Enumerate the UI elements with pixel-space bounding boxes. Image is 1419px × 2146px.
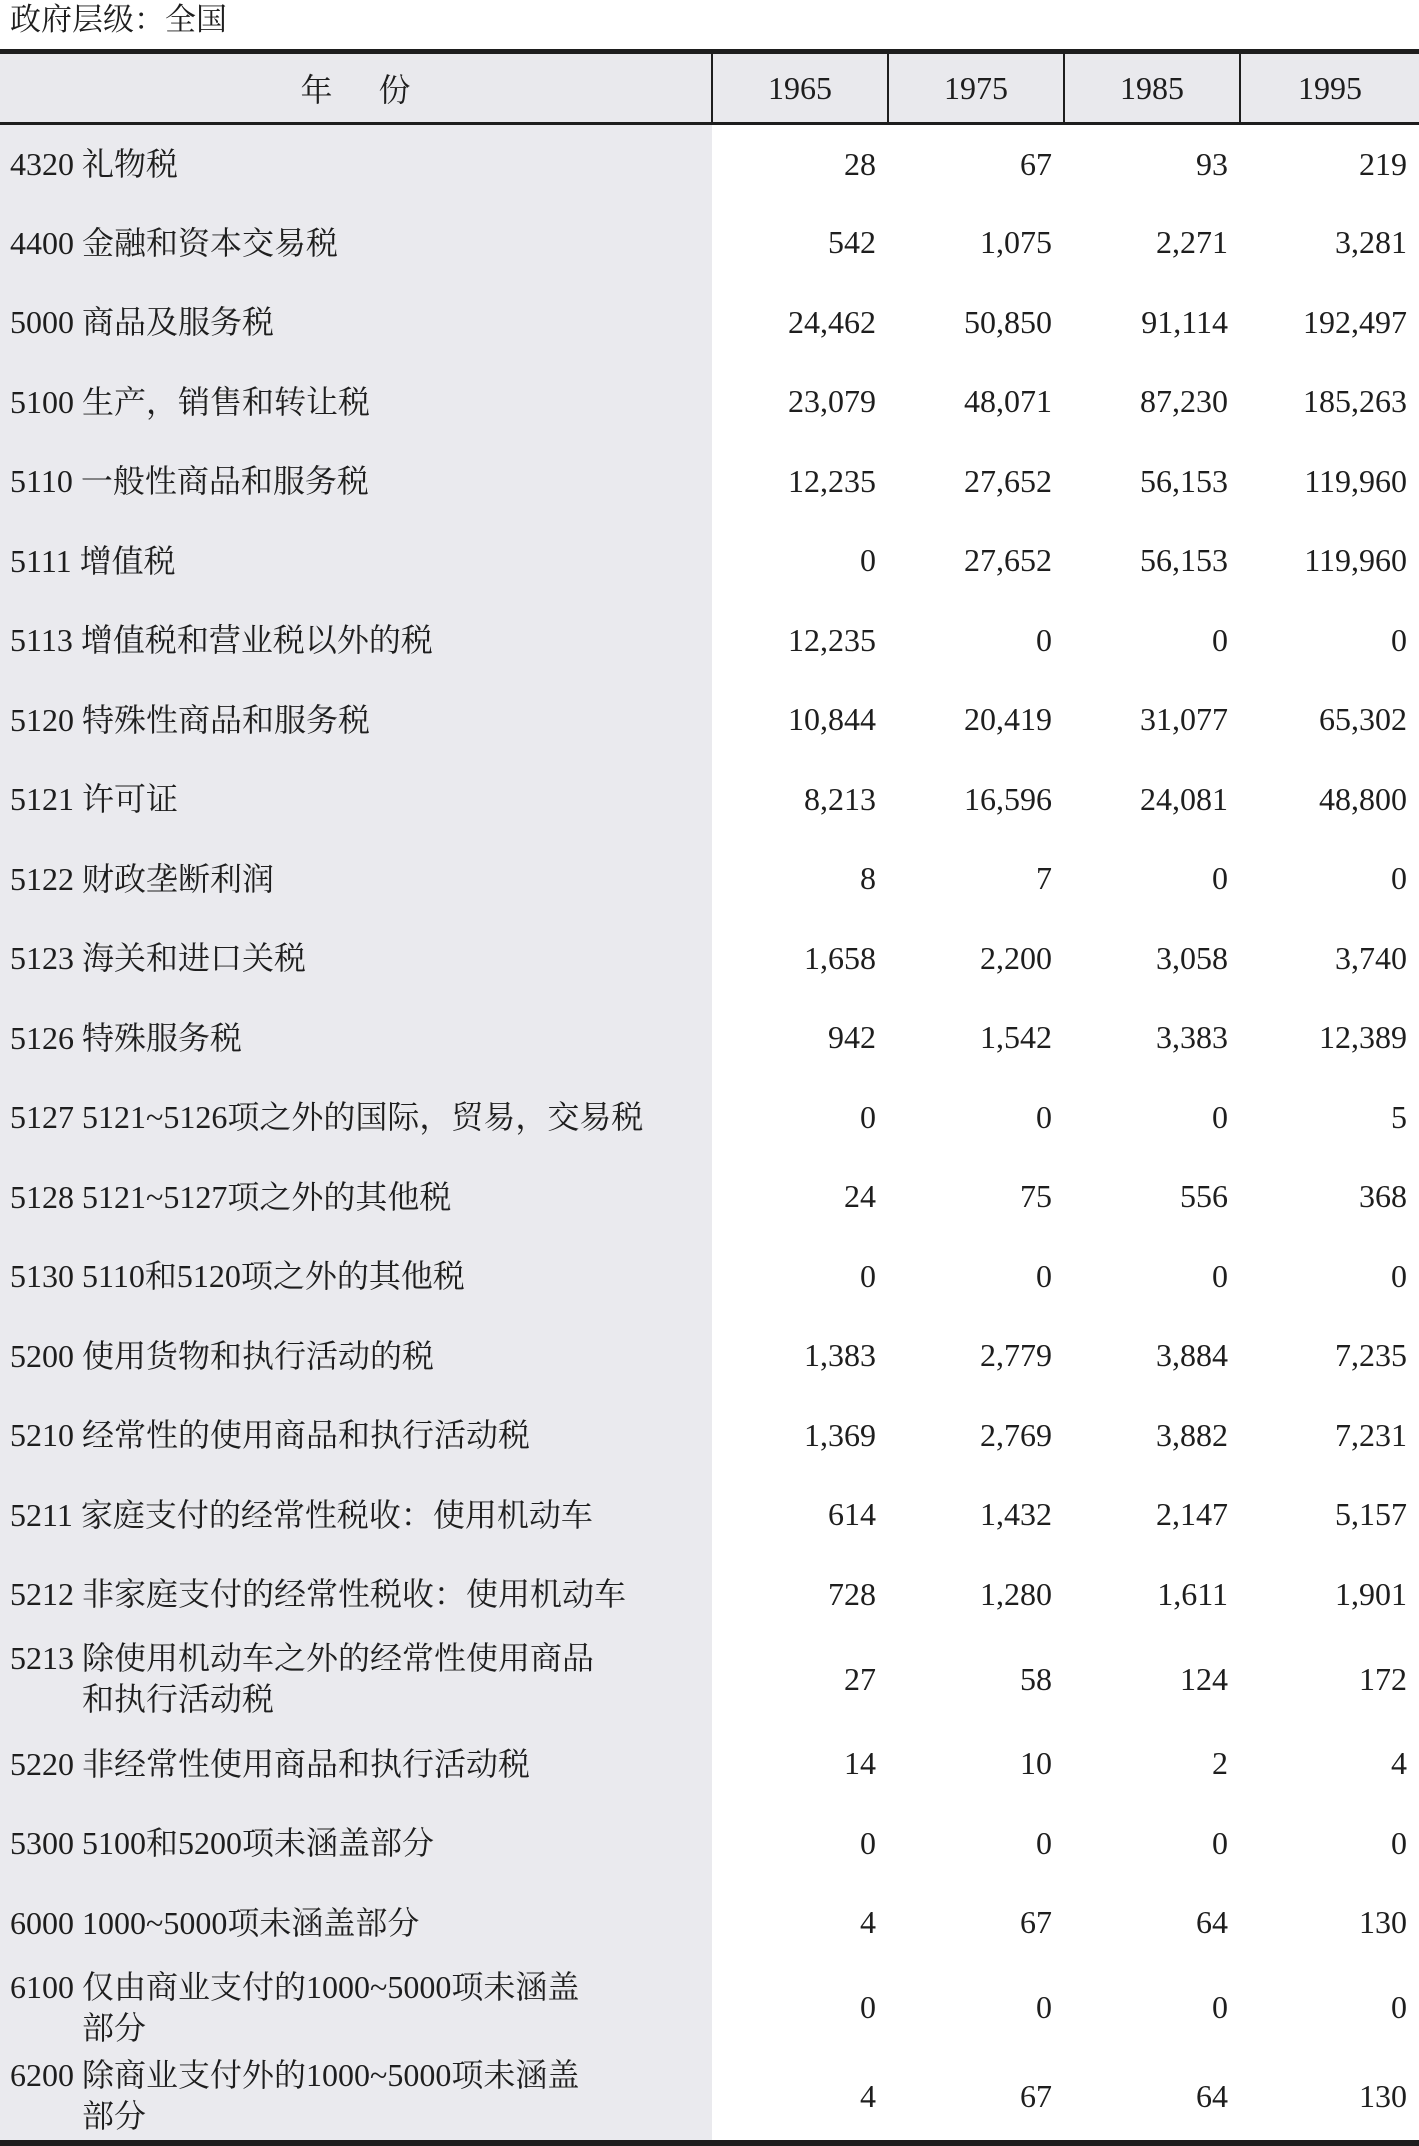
cell-1975: 7: [888, 839, 1064, 919]
row-code: 5200: [10, 1337, 74, 1374]
row-code: 5212: [10, 1576, 74, 1613]
cell-1975: 67: [888, 124, 1064, 204]
cell-1975: 27,652: [888, 442, 1064, 522]
header-year-label: [0, 52, 712, 124]
cell-1985: 91,114: [1064, 283, 1240, 363]
cell-1965: 1,658: [712, 919, 888, 999]
row-description: [82, 1177, 451, 1217]
row-code: 5113: [10, 622, 73, 659]
row-description-line: 许可证: [82, 781, 179, 818]
table-row: [0, 760, 1419, 840]
row-description-line: 除使用机动车之外的经常性使用商品: [82, 1640, 595, 1676]
cell-1995: 219: [1240, 124, 1419, 204]
cell-1975: 1,280: [888, 1555, 1064, 1635]
row-description: [82, 938, 306, 978]
row-description-line: 生产，销售和转让税: [82, 383, 371, 420]
cell-1965: 942: [712, 998, 888, 1078]
header-year-1975: 1975: [888, 52, 1064, 124]
cell-1985: 0: [1064, 601, 1240, 681]
cell-1965: 614: [712, 1475, 888, 1555]
cell-1995: 130: [1240, 2053, 1419, 2143]
table-row: [0, 283, 1419, 363]
table-row: [0, 124, 1419, 204]
row-description: [82, 1256, 465, 1296]
cell-1995: 7,231: [1240, 1396, 1419, 1476]
cell-1965: 0: [712, 1078, 888, 1158]
table-row: [0, 1963, 1419, 2053]
cell-1975: 48,071: [888, 362, 1064, 442]
table-row: [0, 1396, 1419, 1476]
cell-1965: 10,844: [712, 680, 888, 760]
row-description: [81, 1495, 593, 1535]
table-row: [0, 680, 1419, 760]
cell-1995: 5,157: [1240, 1475, 1419, 1555]
cell-1995: 7,235: [1240, 1316, 1419, 1396]
table-row: [0, 998, 1419, 1078]
cell-1975: 2,779: [888, 1316, 1064, 1396]
row-description: [82, 1574, 626, 1614]
row-description: [82, 1018, 242, 1058]
cell-1965: 27: [712, 1634, 888, 1724]
cell-1975: 1,432: [888, 1475, 1064, 1555]
row-label: [0, 442, 712, 522]
cell-1985: 87,230: [1064, 362, 1240, 442]
cell-1985: 0: [1064, 1963, 1240, 2053]
cell-1965: 1,383: [712, 1316, 888, 1396]
cell-1965: 24: [712, 1157, 888, 1237]
row-code: 5300: [10, 1825, 74, 1862]
header-year-1995: 1995: [1240, 52, 1419, 124]
row-code: 5120: [10, 701, 74, 738]
cell-1995: 65,302: [1240, 680, 1419, 760]
cell-1975: 20,419: [888, 680, 1064, 760]
row-code: 5126: [10, 1019, 74, 1056]
cell-1985: 64: [1064, 1883, 1240, 1963]
cell-1975: 0: [888, 1963, 1064, 2053]
cell-1995: 119,960: [1240, 442, 1419, 522]
row-description-line: 礼物税: [82, 146, 179, 182]
table-row: [0, 1555, 1419, 1635]
row-description-line: 使用货物和执行活动的税: [82, 1337, 435, 1374]
cell-1985: 0: [1064, 1078, 1240, 1158]
cell-1985: 56,153: [1064, 521, 1240, 601]
row-label: [0, 1475, 712, 1555]
cell-1985: 3,882: [1064, 1396, 1240, 1476]
row-label: [0, 998, 712, 1078]
row-code: 6200: [10, 2057, 74, 2093]
row-description: [82, 1336, 434, 1376]
row-description: [81, 620, 433, 660]
row-label: [0, 919, 712, 999]
row-code: 5210: [10, 1417, 74, 1454]
cell-1965: 23,079: [712, 362, 888, 442]
row-description: [82, 859, 274, 899]
cell-1995: 0: [1240, 1804, 1419, 1884]
cell-1975: 1,075: [888, 203, 1064, 283]
row-label: [0, 680, 712, 760]
cell-1985: 56,153: [1064, 442, 1240, 522]
header-year-1965: 1965: [712, 52, 888, 124]
table-row: [0, 1078, 1419, 1158]
cell-1985: 0: [1064, 839, 1240, 919]
row-description-line: 仅由商业支付的1000~5000项未涵盖: [82, 1968, 580, 2005]
cell-1995: 4: [1240, 1724, 1419, 1804]
row-label: [0, 1724, 712, 1804]
table-row: [0, 521, 1419, 601]
row-label: [0, 839, 712, 919]
table-row: [0, 1316, 1419, 1396]
cell-1965: 0: [712, 521, 888, 601]
row-code: 5123: [10, 940, 74, 977]
row-code: 5100: [10, 383, 74, 420]
row-code: 4320: [10, 146, 74, 182]
cell-1995: 368: [1240, 1157, 1419, 1237]
cell-1985: 556: [1064, 1157, 1240, 1237]
row-label: [0, 1078, 712, 1158]
row-description: [82, 1903, 419, 1943]
cell-1995: 12,389: [1240, 998, 1419, 1078]
row-description: [82, 1967, 579, 2049]
row-description-line: 部分: [82, 2098, 147, 2134]
row-code: 5110: [10, 463, 73, 500]
cell-1965: 0: [712, 1237, 888, 1317]
cell-1985: 2: [1064, 1724, 1240, 1804]
table-row: [0, 1475, 1419, 1555]
cell-1995: 3,281: [1240, 203, 1419, 283]
row-code: 5121: [10, 781, 74, 818]
cell-1975: 58: [888, 1634, 1064, 1724]
cell-1995: 48,800: [1240, 760, 1419, 840]
cell-1965: 8: [712, 839, 888, 919]
table-row: [0, 839, 1419, 919]
row-description-line: 5100和5200项未涵盖部分: [82, 1825, 435, 1862]
row-code: 5127: [10, 1099, 74, 1136]
row-code: 5130: [10, 1258, 74, 1295]
header-year-char-2: 份: [378, 72, 411, 108]
row-label: [0, 1316, 712, 1396]
row-description-line: 金融和资本交易税: [82, 224, 339, 261]
row-label: [0, 283, 712, 363]
tax-revenue-table: [0, 49, 1419, 2146]
row-description-line: 海关和进口关税: [82, 940, 307, 977]
row-label: [0, 760, 712, 840]
cell-1985: 3,383: [1064, 998, 1240, 1078]
table-row: [0, 1804, 1419, 1884]
row-description: [82, 779, 178, 819]
table-row: [0, 1634, 1419, 1724]
header-year-char-1: 年: [300, 72, 333, 108]
row-description-line: 特殊性商品和服务税: [82, 701, 371, 738]
cell-1985: 0: [1064, 1237, 1240, 1317]
table-row: [0, 919, 1419, 999]
row-description: [82, 144, 178, 184]
cell-1995: 0: [1240, 1963, 1419, 2053]
row-label: [0, 362, 712, 442]
cell-1975: 75: [888, 1157, 1064, 1237]
table-header: [0, 52, 1419, 124]
cell-1995: 5: [1240, 1078, 1419, 1158]
tax-revenue-table-container: [0, 49, 1419, 2146]
row-code: 5000: [10, 304, 74, 341]
row-label: [0, 1237, 712, 1317]
cell-1995: 3,740: [1240, 919, 1419, 999]
cell-1975: 0: [888, 601, 1064, 681]
row-code: 5128: [10, 1178, 74, 1215]
cell-1985: 93: [1064, 124, 1240, 204]
row-description: [82, 1097, 643, 1137]
row-description-line: 部分: [82, 2009, 147, 2046]
table-row: [0, 1883, 1419, 1963]
row-code: 5220: [10, 1745, 74, 1782]
cell-1995: 130: [1240, 1883, 1419, 1963]
row-label: [0, 1396, 712, 1476]
cell-1985: 0: [1064, 1804, 1240, 1884]
cell-1975: 27,652: [888, 521, 1064, 601]
row-description: [82, 2055, 579, 2137]
row-description-line: 特殊服务税: [82, 1019, 243, 1056]
cell-1965: 8,213: [712, 760, 888, 840]
cell-1965: 728: [712, 1555, 888, 1635]
row-description: [82, 1823, 434, 1863]
row-label: [0, 1555, 712, 1635]
table-row: [0, 1724, 1419, 1804]
row-description-line: 增值税和营业税以外的税: [80, 622, 433, 659]
table-row: [0, 442, 1419, 522]
row-description-line: 商品及服务税: [82, 304, 275, 341]
row-label: [0, 1804, 712, 1884]
row-description-line: 5121~5127项之外的其他税: [82, 1178, 452, 1215]
cell-1985: 64: [1064, 2053, 1240, 2143]
row-description: [80, 541, 176, 581]
row-label: [0, 124, 712, 204]
cell-1995: 192,497: [1240, 283, 1419, 363]
row-label: [0, 203, 712, 283]
cell-1985: 2,271: [1064, 203, 1240, 283]
row-label: [0, 1634, 712, 1724]
table-row: [0, 1237, 1419, 1317]
row-description: [82, 1415, 530, 1455]
header-year-1985: 1985: [1064, 52, 1240, 124]
cell-1995: 0: [1240, 1237, 1419, 1317]
table-row: [0, 2053, 1419, 2143]
table-row: [0, 203, 1419, 283]
cell-1975: 2,769: [888, 1396, 1064, 1476]
cell-1965: 1,369: [712, 1396, 888, 1476]
row-label: [0, 1963, 712, 2053]
row-description: [82, 1638, 594, 1720]
cell-1965: 542: [712, 203, 888, 283]
row-description-line: 非家庭支付的经常性税收：使用机动车: [82, 1576, 627, 1613]
row-description: [81, 461, 369, 501]
cell-1975: 10: [888, 1724, 1064, 1804]
cell-1975: 0: [888, 1804, 1064, 1884]
cell-1975: 1,542: [888, 998, 1064, 1078]
cell-1965: 12,235: [712, 601, 888, 681]
cell-1965: 4: [712, 1883, 888, 1963]
cell-1985: 3,884: [1064, 1316, 1240, 1396]
row-description-line: 1000~5000项未涵盖部分: [82, 1904, 420, 1941]
row-description: [82, 1744, 530, 1784]
cell-1995: 1,901: [1240, 1555, 1419, 1635]
row-description-line: 和执行活动税: [82, 1681, 275, 1717]
row-code: 6100: [10, 1968, 74, 2005]
row-code: 4400: [10, 224, 74, 261]
cell-1965: 24,462: [712, 283, 888, 363]
row-description-line: 5110和5120项之外的其他税: [82, 1258, 465, 1295]
cell-1995: 185,263: [1240, 362, 1419, 442]
cell-1975: 50,850: [888, 283, 1064, 363]
cell-1965: 0: [712, 1963, 888, 2053]
cell-1975: 2,200: [888, 919, 1064, 999]
table-row: [0, 601, 1419, 681]
row-description-line: 家庭支付的经常性税收：使用机动车: [80, 1496, 593, 1533]
table-caption: 政府层级：全国: [10, 2, 227, 37]
cell-1985: 31,077: [1064, 680, 1240, 760]
cell-1965: 12,235: [712, 442, 888, 522]
row-code: 5122: [10, 860, 74, 897]
cell-1985: 2,147: [1064, 1475, 1240, 1555]
row-description: [82, 700, 370, 740]
cell-1995: 0: [1240, 839, 1419, 919]
row-description-line: 除商业支付外的1000~5000项未涵盖: [82, 2057, 580, 2093]
cell-1975: 16,596: [888, 760, 1064, 840]
row-description: [82, 382, 370, 422]
row-description: [82, 223, 338, 263]
row-code: 5211: [10, 1496, 73, 1533]
cell-1995: 0: [1240, 601, 1419, 681]
cell-1975: 0: [888, 1237, 1064, 1317]
cell-1965: 28: [712, 124, 888, 204]
row-label: [0, 521, 712, 601]
row-description: [82, 302, 274, 342]
row-description-line: 一般性商品和服务税: [80, 463, 369, 500]
cell-1975: 67: [888, 1883, 1064, 1963]
table-row: [0, 1157, 1419, 1237]
row-code: 5111: [10, 542, 72, 579]
cell-1965: 4: [712, 2053, 888, 2143]
header-row: [0, 52, 1419, 124]
row-description-line: 增值税: [79, 542, 176, 579]
row-label: [0, 2053, 712, 2143]
table-body: [0, 124, 1419, 2143]
row-description-line: 5121~5126项之外的国际，贸易，交易税: [82, 1099, 644, 1136]
cell-1985: 24,081: [1064, 760, 1240, 840]
cell-1985: 1,611: [1064, 1555, 1240, 1635]
cell-1975: 0: [888, 1078, 1064, 1158]
table-row: [0, 362, 1419, 442]
row-label: [0, 601, 712, 681]
cell-1965: 14: [712, 1724, 888, 1804]
row-label: [0, 1883, 712, 1963]
row-description-line: 非经常性使用商品和执行活动税: [82, 1745, 531, 1782]
row-label: [0, 1157, 712, 1237]
row-description-line: 经常性的使用商品和执行活动税: [82, 1417, 531, 1454]
cell-1985: 124: [1064, 1634, 1240, 1724]
row-code: 6000: [10, 1904, 74, 1941]
cell-1995: 172: [1240, 1634, 1419, 1724]
cell-1975: 67: [888, 2053, 1064, 2143]
row-code: 5213: [10, 1640, 74, 1676]
cell-1995: 119,960: [1240, 521, 1419, 601]
cell-1965: 0: [712, 1804, 888, 1884]
cell-1985: 3,058: [1064, 919, 1240, 999]
row-description-line: 财政垄断利润: [82, 860, 275, 897]
